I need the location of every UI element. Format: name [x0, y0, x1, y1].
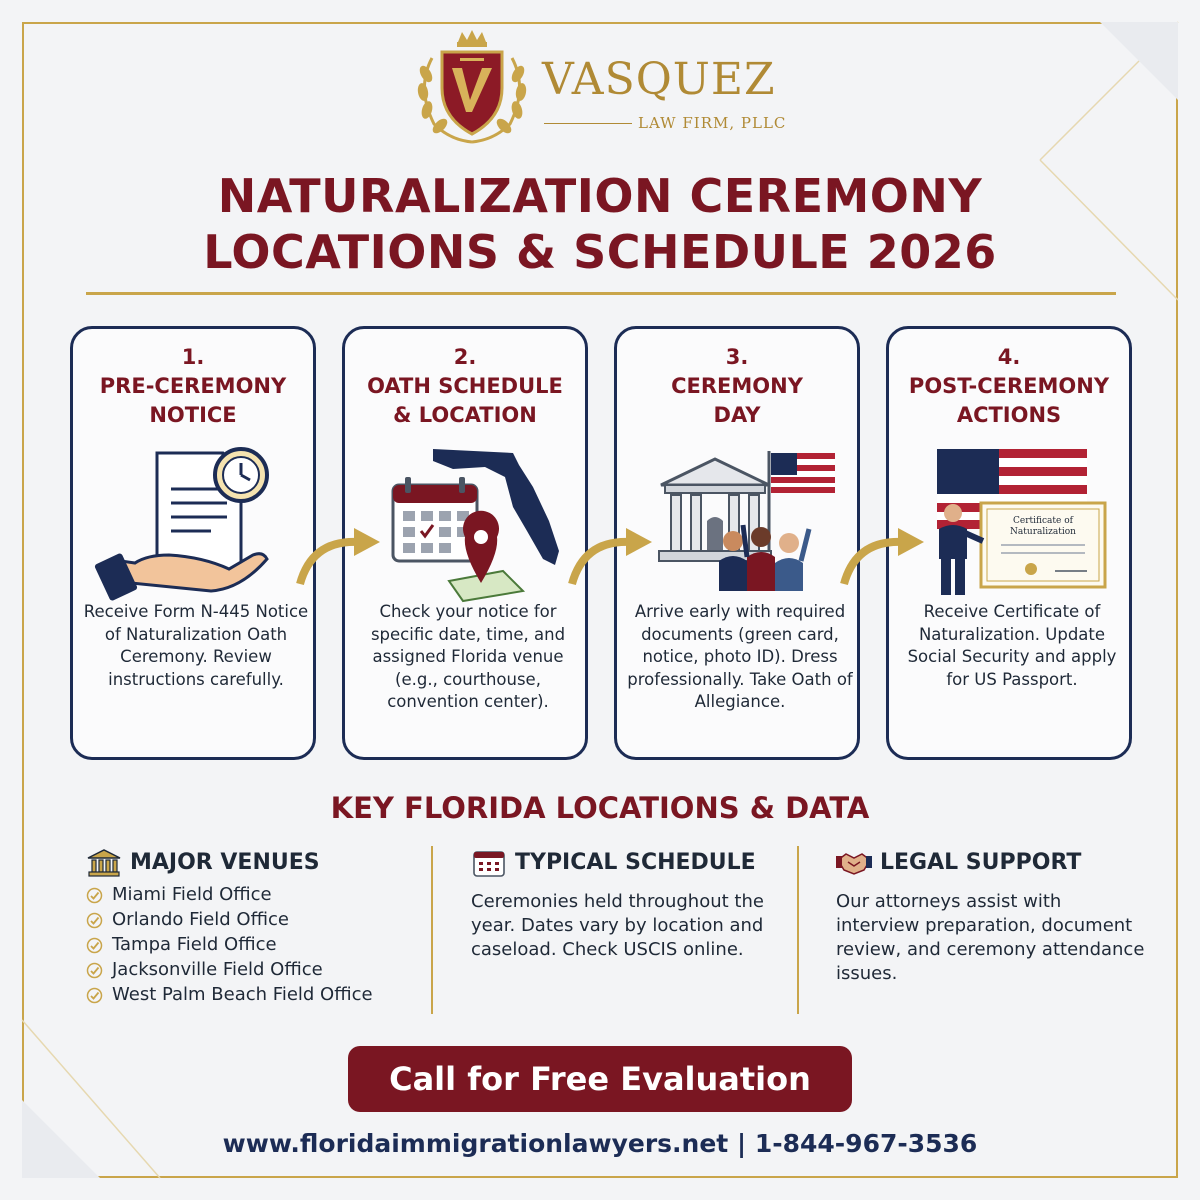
header [0, 28, 1200, 148]
venue-item [86, 907, 416, 932]
check-icon [86, 962, 103, 979]
column-divider [431, 846, 433, 1014]
venue-label: Tampa Field Office [112, 934, 277, 955]
check-icon [86, 937, 103, 954]
typical-schedule-text: Ceremonies held throughout the year. Dates vary by location and caseload. Check USCIS online. [471, 891, 764, 960]
page-title-line-1: NATURALIZATION CEREMONY [217, 169, 983, 223]
certificate-label-line-2: Naturalization [1010, 527, 1076, 537]
venue-label: Orlando Field Office [112, 909, 289, 930]
step-title [73, 372, 313, 430]
website-link[interactable]: www.floridaimmigrationlawyers.net [222, 1129, 729, 1158]
major-venues-header [86, 846, 416, 882]
venue-item [86, 882, 416, 907]
certificate-label-line-1: Certificate of [1013, 516, 1073, 526]
typical-schedule-header [471, 846, 781, 882]
courthouse-flag-people-icon [635, 441, 845, 611]
free-evaluation-button[interactable]: Call for Free Evaluation [348, 1046, 852, 1112]
page-title-line-2: LOCATIONS & SCHEDULE 2026 [203, 225, 997, 279]
step-title [889, 372, 1129, 430]
column-divider [797, 846, 799, 1014]
page-title [0, 168, 1200, 280]
venue-item [86, 982, 416, 1007]
legal-support-column [836, 846, 1146, 986]
step-arrow-icon [838, 520, 928, 590]
check-icon [86, 887, 103, 904]
legal-support-header [836, 846, 1146, 882]
legal-support-text: Our attorneys assist with interview preparation, document review, and ceremony attendance issues. [836, 891, 1145, 984]
venue-label: West Palm Beach Field Office [112, 984, 373, 1005]
step-title-line-2: DAY [713, 403, 761, 427]
step-number: 4. [997, 345, 1021, 369]
typical-schedule-column [471, 846, 781, 962]
step-title-line-1: OATH SCHEDULE [367, 374, 563, 398]
check-icon [86, 912, 103, 929]
step-number: 2. [453, 345, 477, 369]
step-title [345, 372, 585, 430]
venue-label: Jacksonville Field Office [112, 959, 323, 980]
major-venues-title: MAJOR VENUES [130, 850, 320, 875]
document-clock-hand-icon [91, 441, 301, 611]
step-title-line-2: ACTIONS [956, 403, 1062, 427]
contact-info [0, 1126, 1200, 1162]
step-card-1 [70, 326, 316, 760]
check-icon [86, 987, 103, 1004]
courthouse-icon [86, 848, 122, 878]
section-title: KEY FLORIDA LOCATIONS & DATA [330, 791, 870, 825]
step-title [617, 372, 857, 430]
step-description: Receive Certificate of Naturalization. Update Social Security and apply for US Passport. [907, 602, 1117, 689]
step-description: Check your notice for specific date, time, and assigned Florida venue (e.g., courthouse, convention center). [370, 602, 566, 711]
legal-support-title: LEGAL SUPPORT [880, 850, 1082, 875]
step-description: Receive Form N-445 Notice of Naturalization Oath Ceremony. Review instructions carefully. [83, 602, 309, 689]
title-divider [86, 292, 1116, 295]
venue-label: Miami Field Office [112, 884, 272, 905]
step-arrow-icon [566, 520, 656, 590]
calendar-florida-map-pin-icon [363, 441, 573, 611]
brand-divider [544, 123, 632, 124]
contact-separator: | [736, 1129, 747, 1158]
step-arrow-icon [294, 520, 384, 590]
phone-link[interactable]: 1-844-967-3536 [754, 1129, 978, 1158]
handshake-icon [836, 848, 872, 878]
step-title-line-1: POST-CEREMONY [908, 374, 1110, 398]
certificate-flag-person-icon [907, 441, 1117, 611]
venue-item [86, 932, 416, 957]
venue-item [86, 957, 416, 982]
brand-subtitle: LAW FIRM, PLLC [638, 114, 787, 132]
step-number: 1. [181, 345, 205, 369]
step-title-line-1: CEREMONY [671, 374, 803, 398]
shield-crest-icon [410, 28, 534, 146]
step-title-line-1: PRE-CEREMONY [99, 374, 287, 398]
brand-name: VASQUEZ [542, 54, 776, 105]
step-title-line-2: & LOCATION [393, 403, 537, 427]
step-title-line-2: NOTICE [149, 403, 237, 427]
calendar-icon [471, 848, 507, 878]
typical-schedule-title: TYPICAL SCHEDULE [515, 850, 756, 875]
step-description: Arrive early with required documents (green card, notice, photo ID). Dress professionally. Take Oath of Allegiance. [627, 602, 853, 711]
major-venues-column [86, 846, 416, 1007]
firm-logo[interactable] [410, 28, 810, 148]
step-number: 3. [725, 345, 749, 369]
